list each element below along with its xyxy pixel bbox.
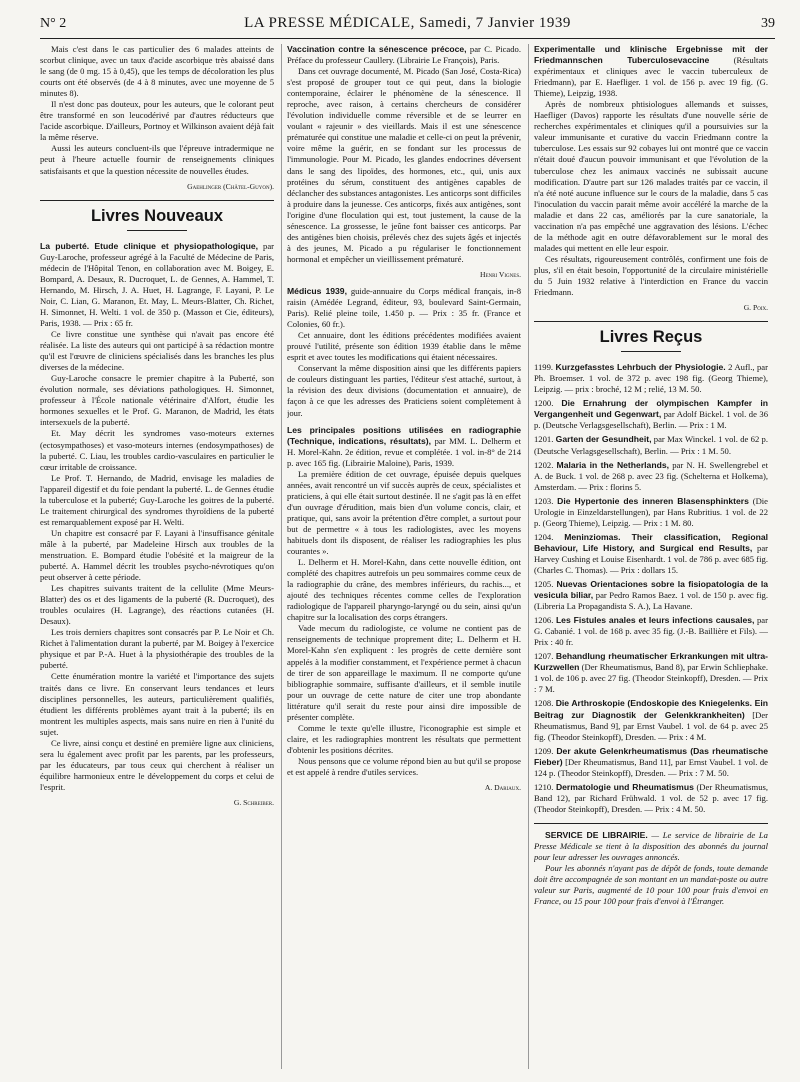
section-rule [40, 200, 274, 201]
column-divider [281, 44, 282, 1069]
author-signature: Gaehlinger (Châtel-Guyon). [187, 181, 274, 191]
paragraph: Nous pensons que ce volume répond bien au but qu'il se propose et est appelé à rendre d'utiles services. [287, 755, 521, 777]
list-item: 1209. Der akute Gelenkrheumatismus (Das rheumatische Fieber) [Der Rheumatismus, Band 11], par Ernst Vaubel. 1 vol. de 124 p. (Theodor Steinkopff), Dresden. — Prix : 7 M. 50. [534, 745, 768, 778]
service-de-librairie-notice [534, 823, 768, 907]
received-books-list [534, 362, 768, 815]
paragraph: Ce livre constitue une synthèse qui n'avait pas encore été réalisée. La liste des auteurs qui ont participé à sa rédaction montre qu'il est l'œuvre de cliniciens spécialisés dans les branches les plus diverses de la médecine. [40, 329, 274, 373]
heading-underline [621, 351, 681, 352]
book-entry [40, 241, 274, 329]
book-title: La puberté. Etude clinique et physiopathologique, [40, 240, 259, 251]
paragraph: Comme le texte qu'elle illustre, l'iconographie est simple et claire, et les radiographies montrent les résultats que permettent d'obtenir les positions décrites. [287, 722, 521, 755]
section-rule [534, 321, 768, 322]
book-reference: par Guy-Laroche, professeur agrégé à la Faculté de Médecine de Paris, médecin de l'Hôpital Tenon, en collaboration avec M. Boigey, E. Bompard, A. Desaux, R. Ducroquet, L. de Gennes, A. Hammel, T. Hernando, M. Hirsch, J. A. Huet, H. Lagrange, F. Layani, P. Le Noir, C. Lian, G. Maranon, Et. May, L. Meurs-Blatter, Ch. Richet, H. Simonnet, H. Welti. 1 vol. de 350 p. (Masson et Cie, éditeurs), Paris, 1938. — Prix : 65 fr. [40, 240, 274, 328]
author-signature: Henri Vignes. [479, 269, 521, 279]
list-item: 1200. Die Ernahrung der olympischen Kampfer in Vergangenheit und Gegenwart, par Adolf Bickel. 1 vol. de 36 p. (Deutsche Verlagsgesellschaft), Berlin. — Prix : 1 M. [534, 398, 768, 431]
section-heading-livres-nouveaux: Livres Nouveaux [90, 206, 224, 225]
journal-title: LA PRESSE MÉDICALE, Samedi, 7 Janvier 1939 [244, 15, 571, 31]
list-item: 1199. Kurzgefasstes Lehrbuch der Physiologie. 2 Aufl., par Ph. Broemser. 1 vol. de 372 p. avec 198 fig. (Georg Thieme), Leipzig. — prix : broché, 12 M ; relié, 13 M. 50. [534, 362, 768, 395]
page-number: 39 [761, 16, 775, 31]
list-item: 1202. Malaria in the Netherlands, par N. H. Swellengrebel et A. de Buck. 1 vol. de 268 p. avec 23 fig. (Schelterna et Holkema), Amsterdam. — Prix : florins 5. [534, 459, 768, 492]
paragraph: Ces résultats, rigoureusement contrôlés, confirment une fois de plus, s'il en était besoin, l'opportunité de la circulaire ministérielle du 5 Juin 1932 relative à l'interdiction en France du vaccin Friedmann. [534, 253, 768, 298]
book-reference: (Résultats expérimentaux et cliniques avec le vaccin tuberculeux de Friedmann), par E. Haefliger. 1 vol. de 156 p. avec 19 fig. (G. Thieme), Leipzig, 1938. [534, 55, 768, 99]
notice-title: SERVICE DE LIBRAIRIE. [545, 829, 648, 840]
paragraph: Conservant la même disposition ainsi que les différents papiers de couleurs distinguant les parties, l'éditeur s'est attaché, surtout, à la révision des deux divisions (documentation et annuaire), de façon à ce que les adresses des Praticiens soient complètement à jour. [287, 363, 521, 418]
list-item: 1203. Die Hypertonie des inneren Blasensphinkters (Die Urologie in Einzeldarstellungen), par Hans Rubritius. 1 vol. de 22 p. (Georg Thieme), Leipzig. — Prix : 1 M. 80. [534, 495, 768, 528]
list-item: 1206. Les Fistules anales et leurs infections causales, par G. Cabanié. 1 vol. de 168 p. avec 35 fig. (J.-B. Baillière et Fils). — Prix : 40 fr. [534, 615, 768, 648]
book-reference: par C. Picado. Préface du professeur Caullery. (Librairie Le François), Paris. [287, 44, 521, 66]
paragraph: SERVICE DE LIBRAIRIE. — Le service de librairie de La Presse Médicale se tient à la disposition des abonnés du journal pour leur adresser les ouvrages annoncés. [534, 829, 768, 863]
author-signature: G. Schreiber. [233, 798, 274, 807]
book-entry [287, 425, 521, 469]
column-2 [287, 44, 521, 1069]
paragraph: Mais c'est dans le cas particulier des 6 malades atteints de scorbut clinique, avec un taux d'acide ascorbique très abaissé dans le sang (de 0 mg. 15 à 0,45), que les temps de décoloration les plus courts ont été observés (de 4 à 8 minutes, avec une moyenne de 5 minutes 8). [40, 44, 274, 99]
column-3 [534, 44, 768, 1069]
book-title: Experimentalle und klinische Ergebnisse mit der Friedmannschen Tuberculosevaccine [534, 44, 768, 66]
list-item: 1205. Nuevas Orientaciones sobre la fisiopatologia de la vesicula biliar, par Pedro Ramos Baez. 1 vol. de 150 p. avec fig. (Libreria La Propagandista S. A.), La Havane. [534, 579, 768, 612]
page-number-label: N° 2 [40, 16, 67, 31]
book-entry [287, 286, 521, 330]
paragraph: La première édition de cet ouvrage, épuisée depuis quelques années, avait rencontré un vif succès auprès de ceux, spécialistes et praticiens, à qui elle était surtout destinée. Il ne s'agit pas là en effet d'un ouvrage d'érudition, mais bien d'un volume concis, clair, et pratique, qui, sans avoir la prétention d'être complet, a surtout pour but de permettre « à tous les radiologistes, avec les moyens habituels dont ils disposent, de réaliser les radiographies les plus courantes ». [287, 468, 521, 557]
paragraph: Dans cet ouvrage documenté, M. Picado (San José, Costa-Rica) s'est proposé de grouper tout ce qui peut, dans la biologie contemporaine, éclairer le phénomène de la sénescence. Il reproche, avec raison, à certains chercheurs de considérer l'évolution individuelle comme réversible et de se leurrer en voulant « rajeunir » des vieillards. Mais il est une sénescence prématurée qui constitue une maladie et celle-ci on peut la prévenir, voire même la guérir, en se fondant sur les processus de l'immunologie. Pour M. Picado, les glandes endocrines déversent dans le sang des lipoïdes, des hormones, etc., qui, unis aux protéines du sérum, constituent des antigènes capables de déclancher des substances antagonistes. Les anticorps sont difficiles à produire dans la jeunesse. Ces anticorps, fixés aux antigènes, sont l'origine d'une floculation qui est, tout justement, la cause de la sénescence. La grossesse, le jeûne font baisser ces anticorps. Par des antigènes bien choisis, prélevés chez des sujets âgés et injectés à des jeunes, M. Picado a pu régulariser le fonctionnement hormonal et empêcher un vieillissement prématuré. [287, 66, 521, 264]
paragraph: Aussi les auteurs concluent-ils que l'épreuve intradermique ne peut à l'heure actuelle fournir de renseignements cliniques satisfaisants et que la question nécessite de nouvelles études. [40, 143, 274, 176]
paragraph: Le Prof. T. Hernando, de Madrid, envisage les maladies de l'appareil digestif et du foie pendant la puberté. L. de Gennes étudie la tuberculose et la puberté; Guy-Laroche les goitres de la puberté. Le traitement chirurgical des syndromes thyroïdiens de la puberté est remarquablement exposé par H. Welti. [40, 472, 274, 527]
paragraph: Les chapitres suivants traitent de la cellulite (Mme Meurs-Blatter) des os et des ligaments de la puberté (R. Ducroquet), des troubles oculaires (H. Lagrange), des réactions cutanées (H. Desaux). [40, 583, 274, 627]
paragraph: Guy-Laroche consacre le premier chapitre à la Puberté, son évolution normale, ses déviations pathologiques. H. Simonnet, professeur à l'École nationale vétérinaire d'Alfort, étudie les hormones sexuelles et le Prof. G. Maranon, de Madrid, les états intersexuels de la puberté. [40, 373, 274, 428]
book-reference: par MM. L. Delherm et H. Morel-Kahn. 2e édition, revue et complétée. 1 vol. in-8° de 214 p. avec 165 fig. (Librairie Maloine), Paris, 1939. [287, 435, 521, 468]
list-item: 1208. Die Arthroskopie (Endoskopie des Kniegelenks. Ein Beitrag zur Diagnostik der Gelenkkrankheiten) [Der Rheumatismus, Band 9], par Ernst Vaubel. 1 vol. de 64 p. avec 25 fig. (Theodor Steinkopff), Dresden. — Prix : 4 M. [534, 698, 768, 742]
author-signature: G. Poix. [743, 303, 768, 313]
book-title: Les principales positions utilisées en radiographie (Technique, indications, résultats), [287, 424, 521, 446]
list-item: 1207. Behandlung rheumatischer Erkrankungen mit ultra-Kurzwellen (Der Rheumatismus, Band 8), par Erwin Schliephake. 1 vol. de 106 p. avec 27 fig. (Theodor Steinkopff), Dresden. — Prix : 7 M. [534, 651, 768, 695]
heading-underline [127, 230, 187, 231]
book-title: Vaccination contre la sénescence précoce, [287, 44, 467, 54]
book-entry [287, 44, 521, 66]
book-entry [534, 44, 768, 99]
section-heading-livres-recus: Livres Reçus [599, 328, 703, 347]
column-1 [40, 44, 274, 1069]
paragraph: Vade mecum du radiologiste, ce volume ne contient pas de renseignements de technique proprement dite; L. Delherm et H. Morel-Kahn s'en expliquent : les progrès de cette dernière sont appelés à la modifier constamment, et l'expérience permet à chacun de tirer de son appareillage le maximum. Il ne comporte qu'une bibliographie sommaire, suffisante d'ailleurs, et il semble inutile pour un ouvrage de cette nature de citer une trop abondante littérature qu'il serait du reste pour ainsi dire impossible de présenter complète. [287, 623, 521, 722]
paragraph: Cette énumération montre la variété et l'importance des sujets traités dans ce livre. En conservant leurs tendances et leurs disciplines personnelles, les auteurs, particulièrement qualifiés, étudient les différents problèmes ayant trait à la puberté; ils en montrent les multiples aspects, mais sans nuire en rien à l'unité du sujet. [40, 671, 274, 737]
book-title: Médicus 1939, [287, 285, 347, 296]
book-reference: guide-annuaire du Corps médical français, in-8 raisin (Amédée Legrand, éditeur, 93, boulevard Saint-Germain, Paris). Relié pleine toile, 1.450 p. — Prix : 35 fr. (France et Colonies, 60 fr.). [287, 285, 521, 330]
paragraph: Et. May décrit les syndromes vaso-moteurs externes (ectosympathoses) et vaso-moteurs internes (endosympathoses) de la puberté. C. Liau, les troubles cardio-vasculaires en particulier le cœur irritable de croissance. [40, 428, 274, 472]
paragraph: Un chapitre est consacré par F. Layani à l'insuffisance génitale mâle à la puberté, par Madeleine Hirsch aux troubles de la menstruation. E. Bompard étudie l'obésité et la maigreur de la puberté. A. Hammel décrit les troubles psycho-névrotiques qu'on peut observer à cette période. [40, 527, 274, 583]
paragraph: Il n'est donc pas douteux, pour les auteurs, que le colorant peut être transformé en son leucodérivé par d'autres réducteurs que l'acide ascorbique. D'ailleurs, Portnoy et Wilkinson avaient déjà fait la même réserve. [40, 99, 274, 143]
list-item: 1204. Meninziomas. Their classification, Regional Behaviour, Life History, and Surgical end Results, par Harvey Cushing et Louise Eisenhardt. 1 vol. de 786 p. avec 685 fig. (Charles C. Thomas). — Prix : dollars 15. [534, 531, 768, 575]
paragraph: Cet annuaire, dont les éditions précédentes modifiées avaient prouvé l'utilité, présente son édition 1939 établie dans le même esprit et avec toutes les modifications qui étaient nécessaires. [287, 330, 521, 363]
list-item: 1210. Dermatologie und Rheumatismus (Der Rheumatismus, Band 12), par Richard Frühwald. 1 vol. de 52 p. avec 17 fig. (Theodor Steinkopff), Dresden. — Prix : 4 M. 50. [534, 781, 768, 814]
paragraph: Les trois derniers chapitres sont consacrés par P. Le Noir et Ch. Richet à l'alimentation durant la puberté, par M. Boigey à l'exercice physique et par P.-A. Huet à la physiothérapie des troubles de la puberté. [40, 627, 274, 671]
list-item: 1201. Garten der Gesundheit, par Max Winckel. 1 vol. de 62 p. (Deutsche Verlagsgesellschaft), Berlin. — Prix : 1 M. 50. [534, 434, 768, 456]
author-signature: A. Dariaux. [484, 783, 521, 793]
page-header [40, 14, 775, 39]
column-divider [528, 44, 529, 1069]
paragraph: Pour les abonnés n'ayant pas de dépôt de fonds, toute demande doit être accompagnée de son montant en un mandat-poste ou autre valeur sur Paris, augmenté de 10 pour 100 pour frais d'envoi en France, ou 15 pour 100 pour frais d'envoi à l'Étranger. [534, 863, 768, 907]
paragraph: Après de nombreux phtisiologues allemands et suisses, Haefliger (Davos) rapporte les résultats d'une nouvelle série de recherches expérimentales et cliniques qu'il a poursuivies sur la valeur immunisante et curative du vaccin Friedmann contre la tuberculose. Les essais sur 92 cobayes lui ont montré que ce vaccin n'était doué d'aucun pouvoir immunisant et que l'évolution de la tuberculose chez les animaux vaccinés ne subissait aucune modification. D'autre part sur 126 malades traités par ce vaccin, il n'a été noté aucune influence sur le cours de la maladie, dans 5 cas l'inoculation du vaccin parait même avoir accéléré la marche de la maladie et dans 22 cas, améliorés par la cure sanatoriale, la vaccination n'a pas empêché une aggravation des lésions. L'échec de la méthode agit en outre défavorablement sur le moral des malades qui mettent en elle leur espoir. [534, 99, 768, 253]
paragraph: L. Delherm et H. Morel-Kahn, dans cette nouvelle édition, ont complété des chapitres autrefois un peu sommaires comme ceux de la radiographie du crâne, des membres inférieurs, du rachis..., et ajouté des techniques récentes comme celles de l'exploration radiologique de l'appareil pharyngo-laryngé ou du sein, ainsi qu'un chapitre sur la localisation des corps étrangers. [287, 557, 521, 623]
paragraph: Ce livre, ainsi conçu et destiné en première ligne aux cliniciens, sera lu également avec profit par les parents, par les professeurs, par les éducateurs, par tous ceux qui cherchent à réaliser un équilibre harmonieux entre le développement du corps et celui de l'esprit. [40, 737, 274, 792]
